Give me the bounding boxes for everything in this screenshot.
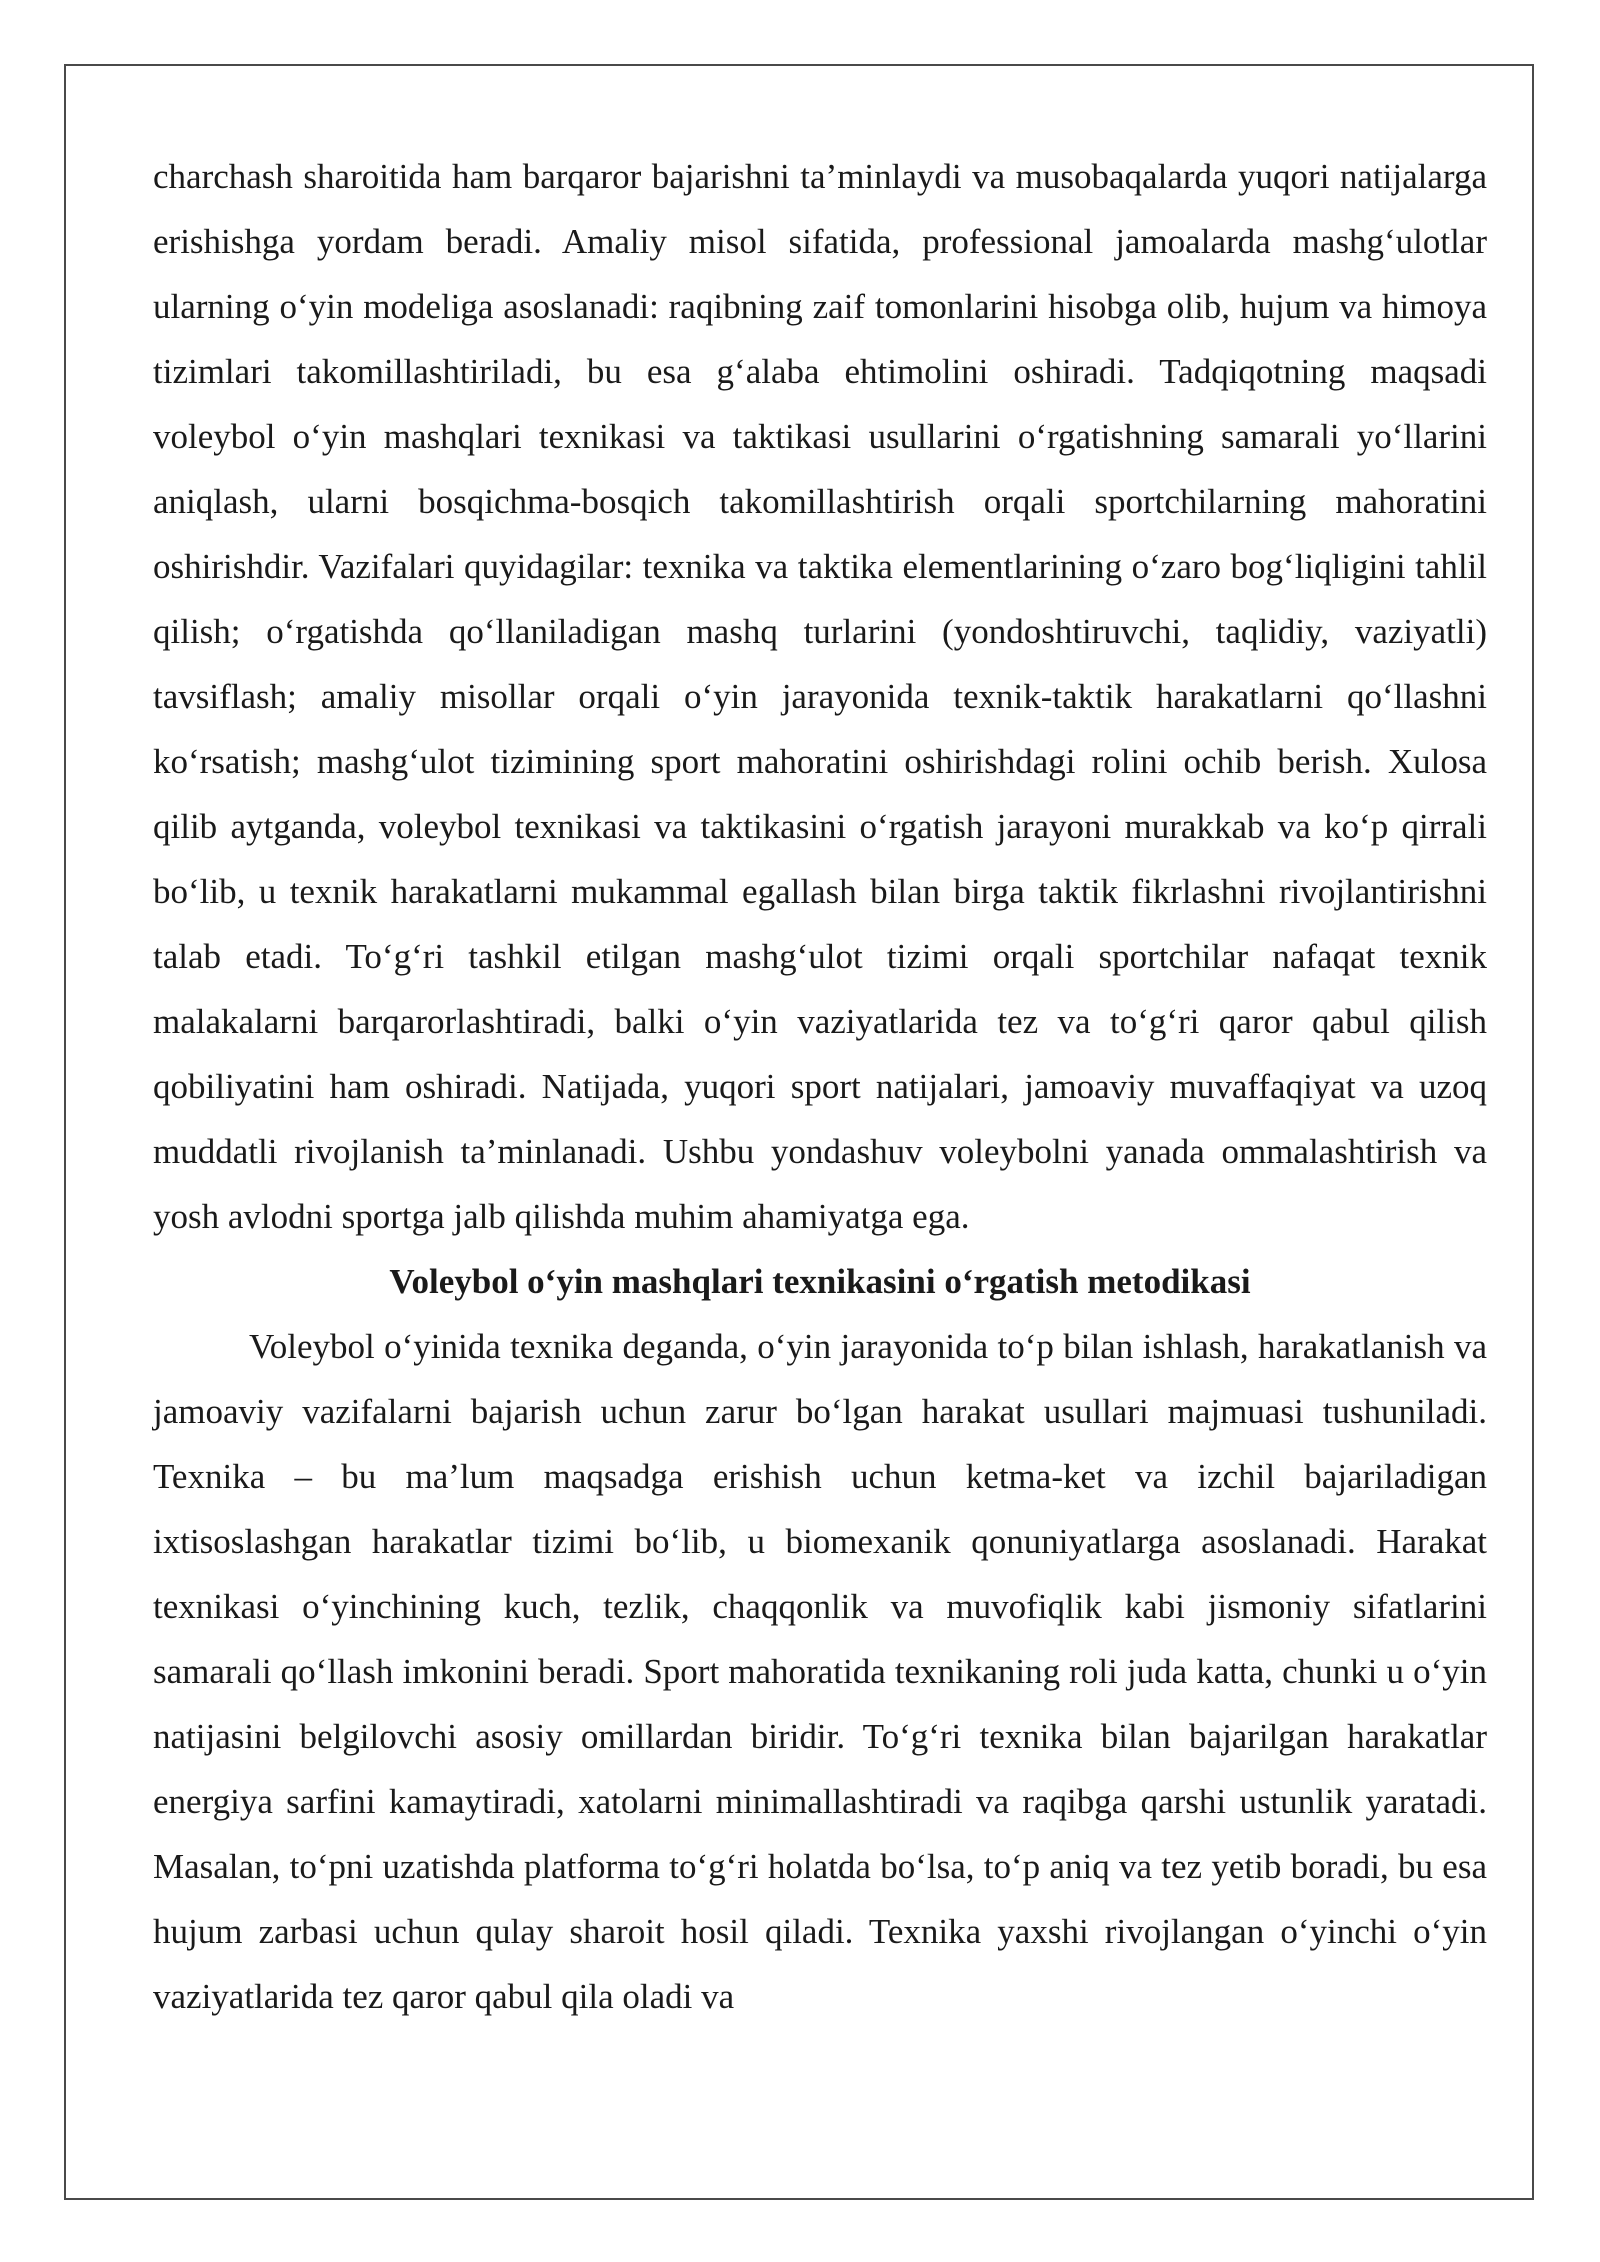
paragraph-continuation: charchash sharoitida ham barqaror bajarishni ta’minlaydi va musobaqalarda yuqori natijalarga erishishga yordam beradi. Amaliy misol sifatida, professional jamoalarda mashg‘ulotlar ularning o‘yin modeliga asoslanadi: raqibning zaif tomonlarini hisobga olib, hujum va himoya tizimlari takomillashtiriladi, bu esa g‘alaba ehtimolini oshiradi. Tadqiqotning maqsadi voleybol o‘yin mashqlari texnikasi va taktikasi usullarini o‘rgatishning samarali yo‘llarini aniqlash, ularni bosqichma-bosqich takomillashtirish orqali sportchilarning mahoratini oshirishdir. Vazifalari quyidagilar: texnika va taktika elementlarining o‘zaro bog‘liqligini tahlil qilish; o‘rgatishda qo‘llaniladigan mashq turlarini (yondoshtiruvchi, taqlidiy, vaziyatli) tavsiflash; amaliy misollar orqali o‘yin jarayonida texnik-taktik harakatlarni qo‘llashni ko‘rsatish; mashg‘ulot tizimining sport mahoratini oshirishdagi rolini ochib berish. Xulosa qilib aytganda, voleybol texnikasi va taktikasini o‘rgatish jarayoni murakkab va ko‘p qirrali bo‘lib, u texnik harakatlarni mukammal egallash bilan birga taktik fikrlashni rivojlantirishni talab etadi. To‘g‘ri tashkil etilgan mashg‘ulot tizimi orqali sportchilar nafaqat texnik malakalarni barqarorlashtiradi, balki o‘yin vaziyatlarida tez va to‘g‘ri qaror qabul qilish qobiliyatini ham oshiradi. Natijada, yuqori sport natijalari, jamoaviy muvaffaqiyat va uzoq muddatli rivojlanish ta’minlanadi. Ushbu yondashuv voleybolni yanada ommalashtirish va yosh avlodni sportga jalb qilishda muhim ahamiyatga ega. — [153, 157, 1487, 1236]
section-heading: Voleybol o‘yin mashqlari texnikasini o‘rgatish metodikasi — [389, 1262, 1251, 1301]
document-body — [153, 144, 1487, 2029]
paragraph-section-intro: Voleybol o‘yinida texnika deganda, o‘yin jarayonida to‘p bilan ishlash, harakatlanish va jamoaviy vazifalarni bajarish uchun zarur bo‘lgan harakat usullari majmuasi tushuniladi. Texnika – bu ma’lum maqsadga erishish uchun ketma-ket va izchil bajariladigan ixtisoslashgan harakatlar tizimi bo‘lib, u biomexanik qonuniyatlarga asoslanadi. Harakat texnikasi o‘yinchining kuch, tezlik, chaqqonlik va muvofiqlik kabi jismoniy sifatlarini samarali qo‘llash imkonini beradi. Sport mahoratida texnikaning roli juda katta, chunki u o‘yin natijasini belgilovchi asosiy omillardan biridir. To‘g‘ri texnika bilan bajarilgan harakatlar energiya sarfini kamaytiradi, xatolarni minimallashtiradi va raqibga qarshi ustunlik yaratadi. Masalan, to‘pni uzatishda platforma to‘g‘ri holatda bo‘lsa, to‘p aniq va tez yetib boradi, bu esa hujum zarbasi uchun qulay sharoit hosil qiladi. Texnika yaxshi rivojlangan o‘yinchi o‘yin vaziyatlarida tez qaror qabul qila oladi va — [153, 1327, 1487, 2016]
